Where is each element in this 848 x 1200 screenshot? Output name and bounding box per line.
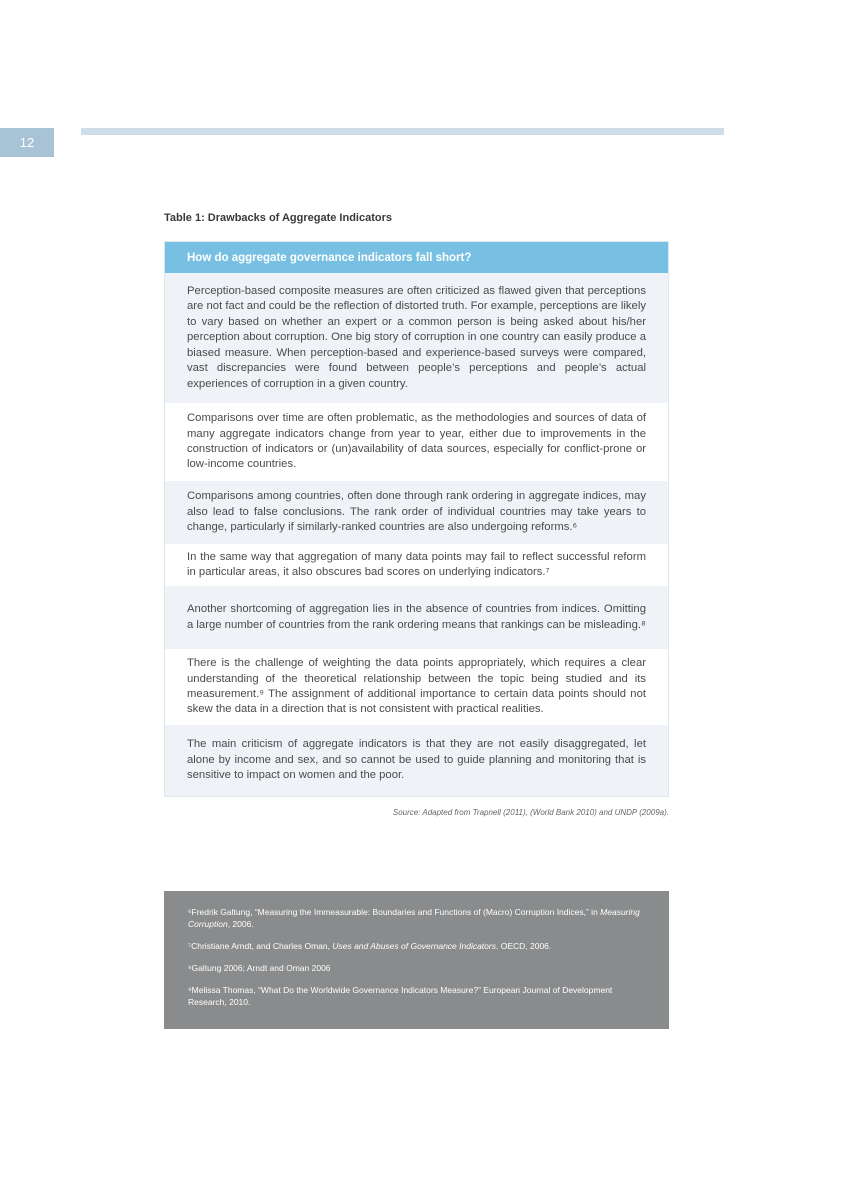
table-row xyxy=(165,544,668,586)
table-row xyxy=(165,725,668,796)
footnotes-box xyxy=(164,891,669,1029)
table-row-text: The main criticism of aggregate indicators is that they are not easily disaggregated, let alone by income and sex, and so cannot be used to guide planning and monitoring that is sensitive to impact on women and the poor. xyxy=(187,738,646,782)
table-row xyxy=(165,586,668,649)
drawbacks-table xyxy=(164,241,669,797)
table-header: How do aggregate governance indicators fall short? xyxy=(165,242,668,273)
footnote-7 xyxy=(188,940,645,952)
table-row-text: Comparisons among countries, often done through rank ordering in aggregate indices, may also lead to false conclusions. The rank order of individual countries may take years to change, particularly if similarly-ranked countries are also undergoing reforms.⁶ xyxy=(187,490,646,534)
table-row-text: There is the challenge of weighting the data points appropriately, which requires a clear understanding of the theoretical relationship between the topic being studied and its measurement.⁹ The assignment of additional importance to certain data points should not skew the data in a direction that is not consistent with practical realities. xyxy=(187,657,646,716)
footnote-6-tail: , 2006. xyxy=(227,919,254,929)
table-row xyxy=(165,403,668,481)
footnote-6-text: ⁶Fredrik Galtung, “Measuring the Immeasurable: Boundaries and Functions of (Macro) Corruption Indices,” in xyxy=(188,907,601,917)
footnote-6 xyxy=(188,906,645,930)
footnote-7-italic: Uses and Abuses of Governance Indicators xyxy=(332,941,496,951)
table-row xyxy=(165,273,668,403)
footnote-8: ⁸Galtung 2006; Arndt and Oman 2006 xyxy=(188,963,331,973)
table-row xyxy=(165,481,668,544)
footnote-9: ⁹Melissa Thomas, “What Do the Worldwide Governance Indicators Measure?” European Journal of Development Research, 2010. xyxy=(188,985,613,1007)
page-number: 12 xyxy=(0,128,54,157)
table-row-text: Another shortcoming of aggregation lies in the absence of countries from indices. Omitting a large number of countries from the rank ordering means that rankings can be misleading.⁸ xyxy=(187,603,646,631)
header-rule xyxy=(81,128,724,135)
table-row-text: Perception-based composite measures are often criticized as flawed given that perceptions are not fact and could be the reflection of distorted truth. For example, perceptions are likely to vary based on whether an expert or a common person is being asked about his/her perception about corruption. One big story of corruption in one country can easily produce a biased measure. When perception-based and experience-based surveys were compared, vast discrepancies were found between people’s perceptions and people’s actual experiences of corruption in a given country. xyxy=(187,285,646,390)
table-title: Table 1: Drawbacks of Aggregate Indicators xyxy=(164,212,393,224)
table-row-text: In the same way that aggregation of many data points may fail to reflect successful reform in particular areas, it also obscures bad scores on underlying indicators.⁷ xyxy=(187,550,646,578)
table-row-text: Comparisons over time are often problematic, as the methodologies and sources of data of many aggregate indicators change from year to year, either due to improvements in the construction of indicators or (un)availability of data sources, especially for conflict-prone or low-income countries. xyxy=(187,412,646,471)
table-source: Source: Adapted from Trapnell (2011), (World Bank 2010) and UNDP (2009a). xyxy=(392,808,669,817)
footnote-6-italic: Measuring Corruption xyxy=(188,907,640,929)
footnote-7-tail: . OECD, 2006. xyxy=(495,941,552,951)
table-row xyxy=(165,649,668,725)
footnote-7-text: ⁷Christiane Arndt, and Charles Oman, xyxy=(188,941,333,951)
